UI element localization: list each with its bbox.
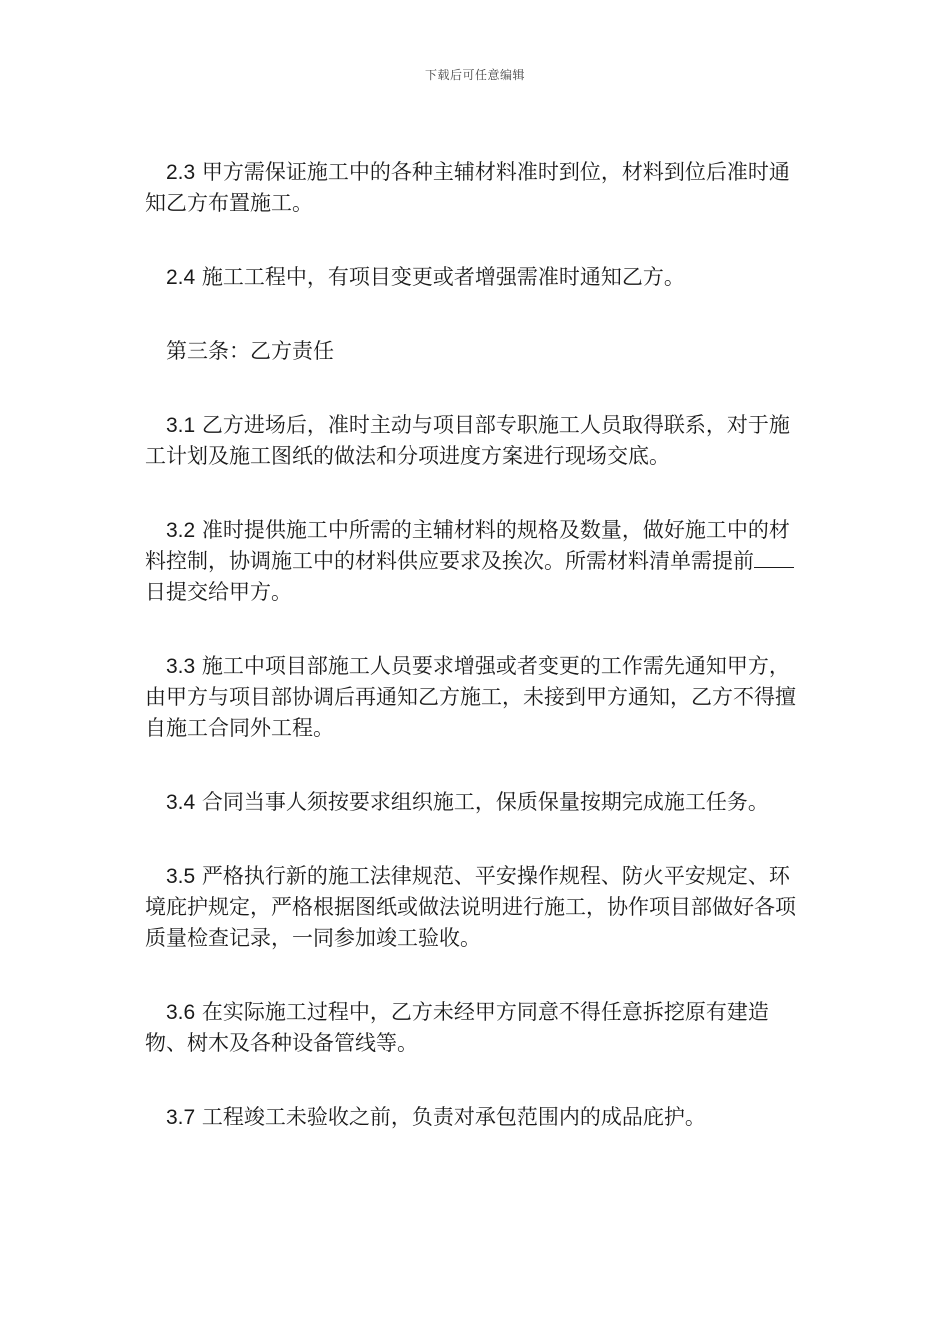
clause-number: 3.4: [166, 791, 196, 814]
clause-text: 施工中项目部施工人员要求增强或者变更的工作需先通知甲方，由甲方与项目部协调后再通知乙方施工，未接到甲方通知，乙方不得擅自施工合同外工程。: [145, 654, 796, 740]
clause-number: 3.2: [166, 519, 196, 542]
clause-3-6: [145, 997, 810, 1059]
clause-3-7: [145, 1102, 810, 1133]
clause-number: 3.5: [166, 865, 196, 888]
clause-2-3: [145, 157, 810, 219]
clause-2-4: [145, 262, 810, 293]
clause-text: 甲方需保证施工中的各种主辅材料准时到位，材料到位后准时通知乙方布置施工。: [145, 160, 790, 215]
section-title: 第三条：乙方责任: [166, 339, 334, 363]
clause-3-2: [145, 515, 810, 608]
clause-3-1: [145, 410, 810, 472]
clause-number: 2.3: [166, 161, 196, 184]
clause-text: 准时提供施工中所需的主辅材料的规格及数量，做好施工中的材料控制，协调施工中的材料供应要求及挨次。所需材料清单需提前: [145, 518, 790, 573]
clause-number: 3.6: [166, 1001, 196, 1024]
clause-text: 在实际施工过程中，乙方未经甲方同意不得任意拆挖原有建造物、树木及各种设备管线等。: [145, 1000, 769, 1055]
fill-in-blank: [754, 549, 794, 568]
clause-text: 乙方进场后，准时主动与项目部专职施工人员取得联系，对于施工计划及施工图纸的做法和分项进度方案进行现场交底。: [145, 413, 790, 468]
document-body: [145, 157, 810, 1176]
clause-text: 合同当事人须按要求组织施工，保质保量按期完成施工任务。: [201, 790, 769, 814]
clause-3-3: [145, 651, 810, 744]
clause-number: 3.3: [166, 655, 196, 678]
clause-text-tail: 日提交给甲方。: [145, 580, 292, 604]
clause-text: 施工工程中，有项目变更或者增强需准时通知乙方。: [201, 265, 685, 289]
clause-text: 严格执行新的施工法律规范、平安操作规程、防火平安规定、环境庇护规定，严格根据图纸或做法说明进行施工，协作项目部做好各项质量检查记录，一同参加竣工验收。: [145, 864, 796, 950]
clause-number: 2.4: [166, 266, 196, 289]
clause-number: 3.1: [166, 414, 196, 437]
section-heading-3: [145, 336, 810, 367]
clause-3-5: [145, 861, 810, 954]
page-header: 下载后可任意编辑: [424, 68, 525, 82]
clause-3-4: [145, 787, 810, 818]
clause-text: 工程竣工未验收之前，负责对承包范围内的成品庇护。: [201, 1105, 706, 1129]
clause-number: 3.7: [166, 1106, 196, 1129]
